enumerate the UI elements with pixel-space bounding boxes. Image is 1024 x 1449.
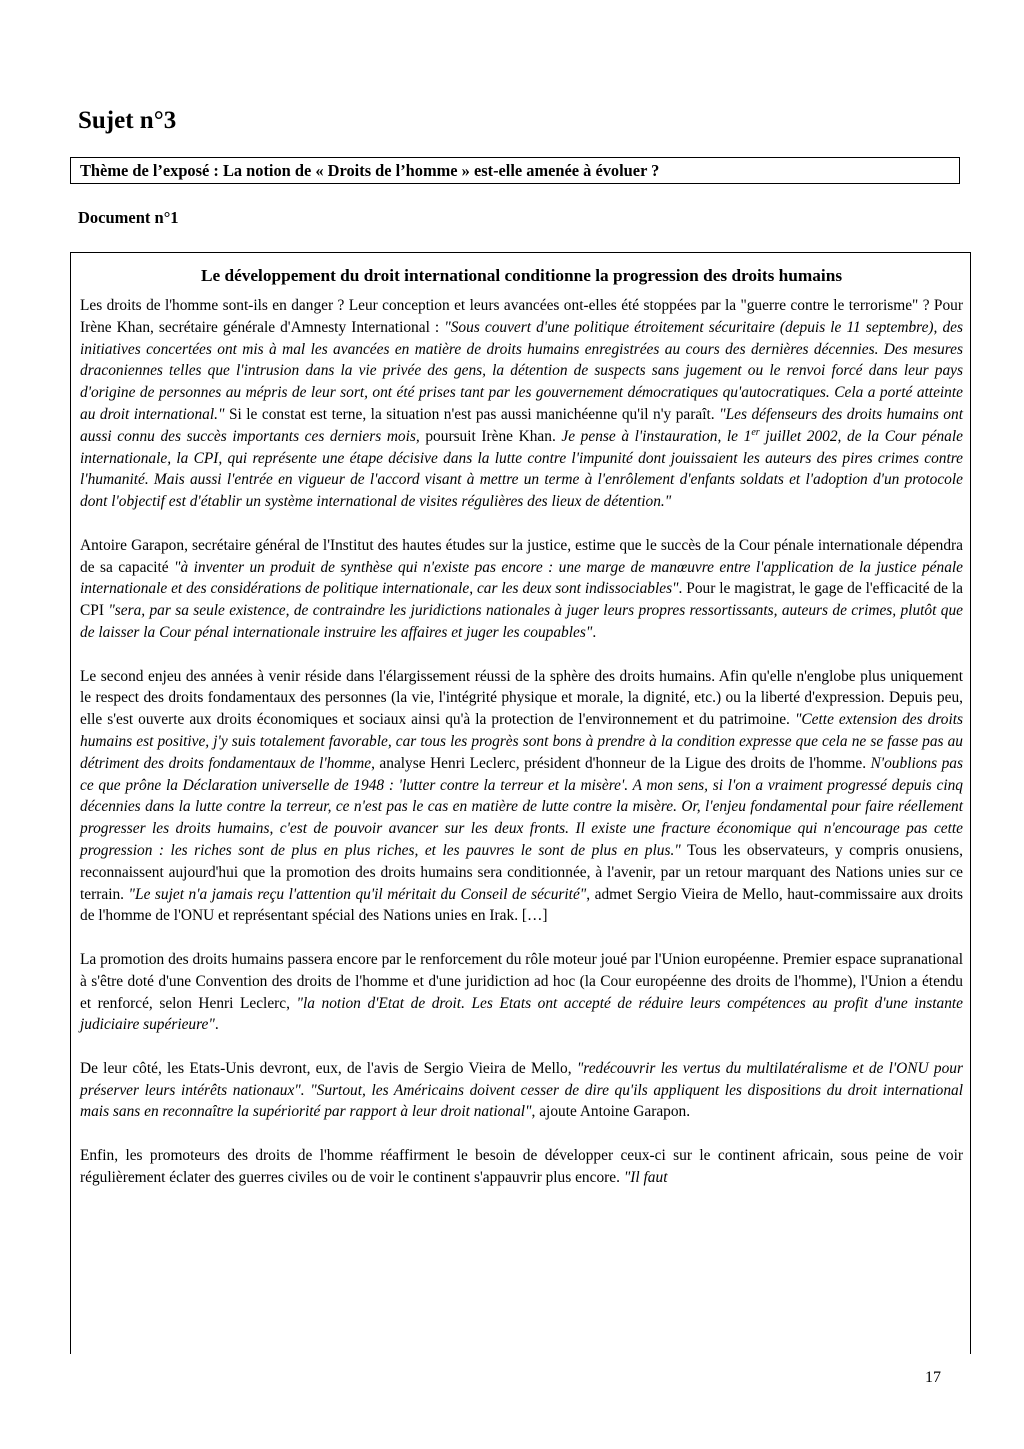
paragraph [80,1145,963,1189]
body-text: . Pour le magistrat, le gage de l'efficacité de la CPI [80,580,963,620]
quote-text: "redécouvrir les vertus du multilatéralisme et de l'ONU pour préserver leurs intérêts nationaux". "Surtout, les Américains doivent cesser de dire qu'ils appliquent les dispositions du droit international mais sans en reconnaître la supériorité par rapport à leur droit national" [80,1059,963,1121]
quote-text: "Sous couvert d'une politique étroitement sécuritaire (depuis le 11 septembre), des initiatives concertées ont mis à mal les avancées en matière de droits humains enregistrées au cours des dernières décennies. Des mesures draconiennes telles que l'intrusion dans la vie privée des gens, la détention de suspects sans jugement ou le renvoi forcé dans leur pays d'origine de personnes au mépris de leur sort, ont été prises tant par les gouvernement démocratiques qu'autocratiques. Cela a porté atteinte au droit international." [80,318,963,423]
body-text: Antoire Garapon, secrétaire général de l'Institut des hautes études sur la justice, estime que le succès de la Cour pénale internationale dépendra de sa capacité [80,536,963,576]
body-text: Les droits de l'homme sont-ils en danger ? Leur conception et leurs avancées ont-elles été stoppées par la "guerre contre le terrorisme" ? Pour Irène Khan, secrétaire générale d'Amnesty International : [80,297,963,336]
quote-text: "à inventer un produit de synthèse qui n'existe pas encore : une marge de manœuvre entre l'application de la justice pénale internationale et des considérations de politique internationale, car les deux sont indissociables" [80,558,964,598]
body-text: Enfin, les promoteurs des droits de l'homme réaffirment le besoin de développer ceux-ci sur le continent africain, sous peine de voir régulièrement éclater des guerres civiles ou de voir le continent s'appauvrir plus encore. [80,1147,963,1186]
quote-text: "Le sujet n'a jamais reçu l'attention qu'il méritait du Conseil de sécurité" [128,885,587,903]
quote-text: "la notion d'Etat de droit. Les Etats ont accepté de réduire leurs compétences au profit d'une instante judiciaire supérieure" [80,994,963,1034]
paragraph [80,535,963,644]
quote-text: Je pense à l'instauration, le 1 [561,427,752,445]
document-label: Document n°1 [78,208,179,227]
quote-text: "Il faut [623,1168,668,1186]
body-text: . [592,623,597,641]
quote-text: "sera, par sa seule existence, de contraindre les juridictions nationales à juger leurs propres ressortissants, auteurs de crimes, plutôt que de laisser la Cour pénal internationale instruire les affaires et juger les coupables" [80,602,963,641]
paragraph [80,1058,963,1123]
page-number: 17 [925,1369,941,1386]
body-text: . [214,1016,219,1034]
subject-title: Sujet n°3 [78,107,177,134]
body-text: , ajoute Antoine Garapon. [531,1103,691,1121]
document-paragraphs [80,295,963,1189]
quote-text: N'oublions pas ce que prône la Déclaration universelle de 1948 : 'lutter contre la terreur et la misère'. A mon sens, si l'on a vraiment progressé depuis cinq décennies dans la lutte contre la terreur, ce n'est pas le cas en matière de lutte contre la misère. Or, l'enjeu fondamental pour faire réellement progresser les droits humains, c'est de pouvoir avancer sur les deux fronts. Il existe une fracture économique qui n'encourage pas cette progression : les riches sont de plus en plus riches, et les pauvres le sont de plus en plus." [80,754,963,859]
body-text: De leur côté, les Etats-Unis devront, eux, de l'avis de Sergio Vieira de Mello, [80,1059,577,1077]
quote-text: er [751,426,760,438]
theme-box: Thème de l’exposé : La notion de « Droits de l’homme » est-elle amenée à évoluer ? [70,157,960,184]
body-text: La promotion des droits humains passera encore par le renforcement du rôle moteur joué par l'Union européenne. Premier espace supranational à s'être doté d'une Convention des droits de l'homme et d'une juridiction ad hoc (la Cour européenne des droits de l'homme), l'Union a étendu et renforcé, selon Henri Leclerc, [80,950,963,1012]
document-frame [70,252,971,1354]
body-text: Tous les observateurs, y compris onusiens, reconnaissent aujourd'hui que la promotion des droits humains sera conditionnée, à l'avenir, par un retour marquant des Nations unies sur ce terrain. [80,841,963,903]
body-text: , analyse Henri Leclerc, président d'honneur de la Ligue des droits de l'homme. [371,754,871,772]
quote-text: juillet 2002, de la Cour pénale internationale, la CPI, qui représente une étape décisive dans la lutte contre l'impunité dont jouissaient les auteurs des pires crimes contre l'humanité. Mais aussi l'entrée en vigueur de l'accord visant à mettre un terme à l'enrôlement d'enfants soldats et l'adoption d'un protocole dont l'objectif est d'établir un système international de visites régulières des lieux de détention." [80,427,963,511]
document-body [80,263,963,1189]
quote-text: "Les défenseurs des droits humains ont aussi connu des succès importants ces derniers mois, [80,405,963,445]
paragraph [80,295,963,513]
quote-text: "Cette extension des droits humains est positive, j'y suis totalement favorable, car tous les progrès sont bons à prendre à la condition expresse que cela ne se fasse pas au détriment des droits fondamentaux de l'homme [80,711,963,772]
paragraph [80,666,963,928]
body-text: Si le constat est terne, la situation n'est pas aussi manichéenne qu'il n'y paraît. [224,405,720,423]
body-text: , admet Sergio Vieira de Mello, haut-commissaire aux droits de l'homme de l'ONU et représentant spécial des Nations unies en Irak. […] [80,885,963,925]
body-text: poursuit Irène Khan. [419,427,562,445]
body-text: Le second enjeu des années à venir réside dans l'élargissement réussi de la sphère des droits humains. Afin qu'elle n'englobe plus uniquement le respect des droits fondamentaux des personnes (la vie, l'intégrité physique et morale, la dignité, etc.) ou la liberté d'expression. Depuis peu, elle s'est ouverte aux droits économiques et sociaux ainsi qu'à la protection de l'environnement et du patrimoine. [80,667,963,729]
paragraph [80,949,963,1036]
document-title: Le développement du droit international conditionne la progression des droits humains [200,266,843,285]
